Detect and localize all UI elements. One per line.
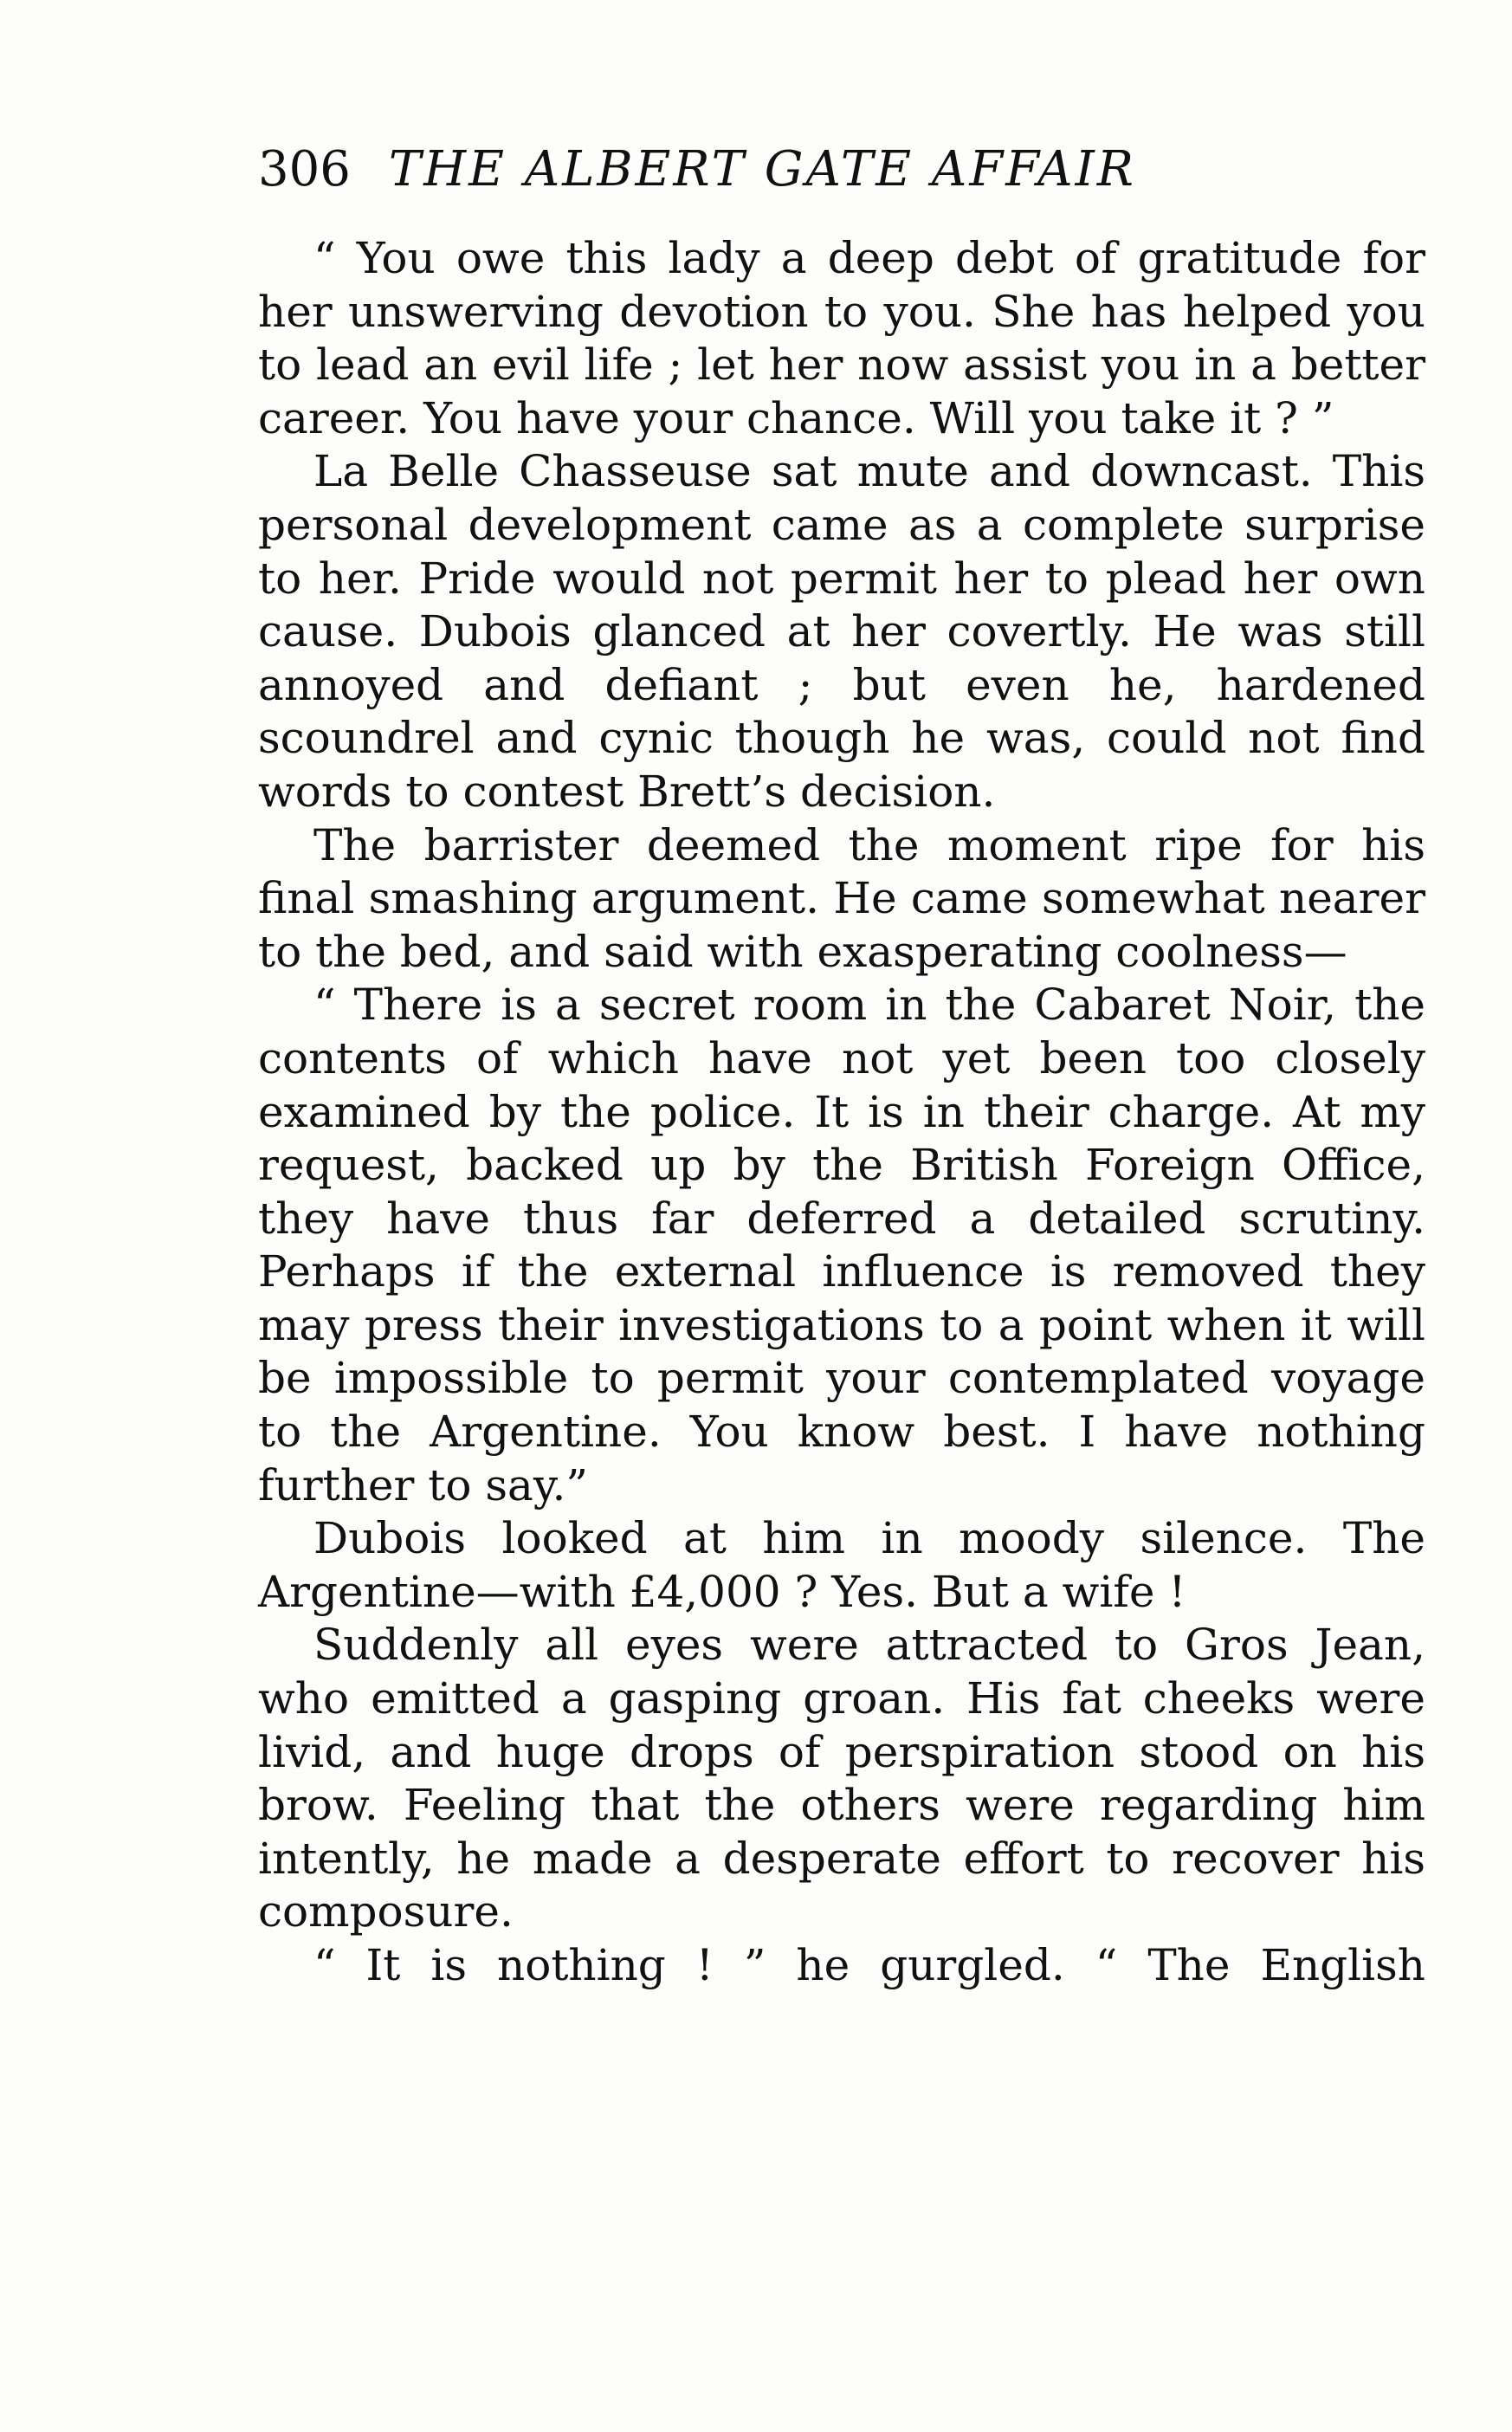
paragraph-la-belle-chasseuse: La Belle Chasseuse sat mute and downcast. This personal development came as a complete surprise to her. Pride would not permit her to plead her own cause. Dubois glanced at her covertly. He was still annoyed and defiant ; but even he, hardened scoundrel and cynic though he was, could not find words to contest Brett’s decision. xyxy=(258,446,1425,817)
paragraph-dubois-silence: Dubois looked at him in moody silence. The Argentine—with £4,000 ? Yes. But a wife ! xyxy=(258,1513,1425,1617)
paragraph-it-is-nothing: “ It is nothing ! ” he gurgled. “ The English xyxy=(313,1940,1425,1990)
book-title: THE ALBERT GATE AFFAIR xyxy=(388,141,1136,197)
paragraph-gratitude-speech: “ You owe this lady a deep debt of gratitude for her unswerving devotion to you. She has helped you to lead an evil life ; let her now assist you in a better career. You have your chance. Will you take it ? ” xyxy=(258,233,1425,443)
running-head xyxy=(258,137,1427,203)
paragraph-barrister-argument: The barrister deemed the moment ripe for his final smashing argument. He came somewhat nearer to the bed, and said with exasperating coolness— xyxy=(258,819,1425,977)
body-text xyxy=(258,232,1425,1993)
paragraph-secret-room-speech: “ There is a secret room in the Cabaret Noir, the contents of which have not yet been too closely examined by the police. It is in their charge. At my request, backed up by the British Foreign Office, they have thus far deferred a detailed scrutiny. Perhaps if the external influence is removed they may press their investigations to a point when it will be impossible to permit your contemplated voyage to the Argentine. You know best. I have nothing further to say.” xyxy=(258,980,1425,1510)
page-number: 306 xyxy=(258,141,351,197)
paragraph-gros-jean: Suddenly all eyes were attracted to Gros Jean, who emitted a gasping groan. His fat cheeks were livid, and huge drops of perspiration stood on his brow. Feeling that the others were regarding him intently, he made a desperate effort to recover his composure. xyxy=(258,1620,1425,1937)
